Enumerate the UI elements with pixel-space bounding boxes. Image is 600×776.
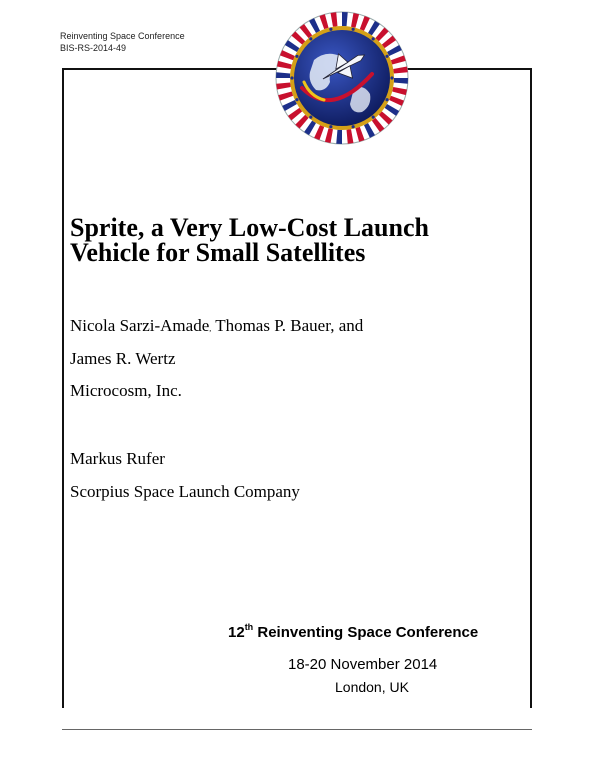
authors-line-1 <box>70 316 363 339</box>
author-separator: , <box>209 324 212 333</box>
star-icon <box>329 125 332 128</box>
conference-dates: 18-20 November 2014 <box>288 656 438 673</box>
title-line-1: Sprite, a Very Low-Cost Launch <box>70 213 429 242</box>
star-icon <box>309 37 312 40</box>
star-icon <box>385 98 388 101</box>
star-icon <box>352 125 355 128</box>
conference-location: London, UK <box>335 679 409 695</box>
star-icon <box>295 55 298 58</box>
star-icon <box>290 76 293 79</box>
affiliation-1: Microcosm, Inc. <box>70 381 182 400</box>
authors-line-2: James R. Wertz <box>70 349 176 368</box>
star-icon <box>309 115 312 118</box>
star-icon <box>372 37 375 40</box>
conference-name: Reinventing Space Conference <box>253 624 479 641</box>
star-icon <box>352 28 355 31</box>
star-icon <box>372 115 375 118</box>
star-icon <box>385 55 388 58</box>
author-3: Markus Rufer <box>70 449 165 468</box>
author-name: Nicola Sarzi-Amade <box>70 316 210 335</box>
header-conference-name: Reinventing Space Conference <box>60 31 185 41</box>
conference-title <box>228 623 478 643</box>
globe <box>294 30 390 126</box>
author-names-rest: Thomas P. Bauer, and <box>211 316 364 335</box>
star-icon <box>329 28 332 31</box>
star-icon <box>295 98 298 101</box>
star-icon <box>390 76 393 79</box>
title-line-2: Vehicle for Small Satellites <box>70 238 366 267</box>
conference-number: 12 <box>228 624 245 641</box>
footer-rule <box>62 729 532 730</box>
header-paper-id: BIS-RS-2014-49 <box>60 43 127 53</box>
paper-title <box>70 215 510 265</box>
conference-logo <box>274 10 410 146</box>
affiliation-2: Scorpius Space Launch Company <box>70 482 300 501</box>
conference-ordinal: th <box>244 622 254 632</box>
